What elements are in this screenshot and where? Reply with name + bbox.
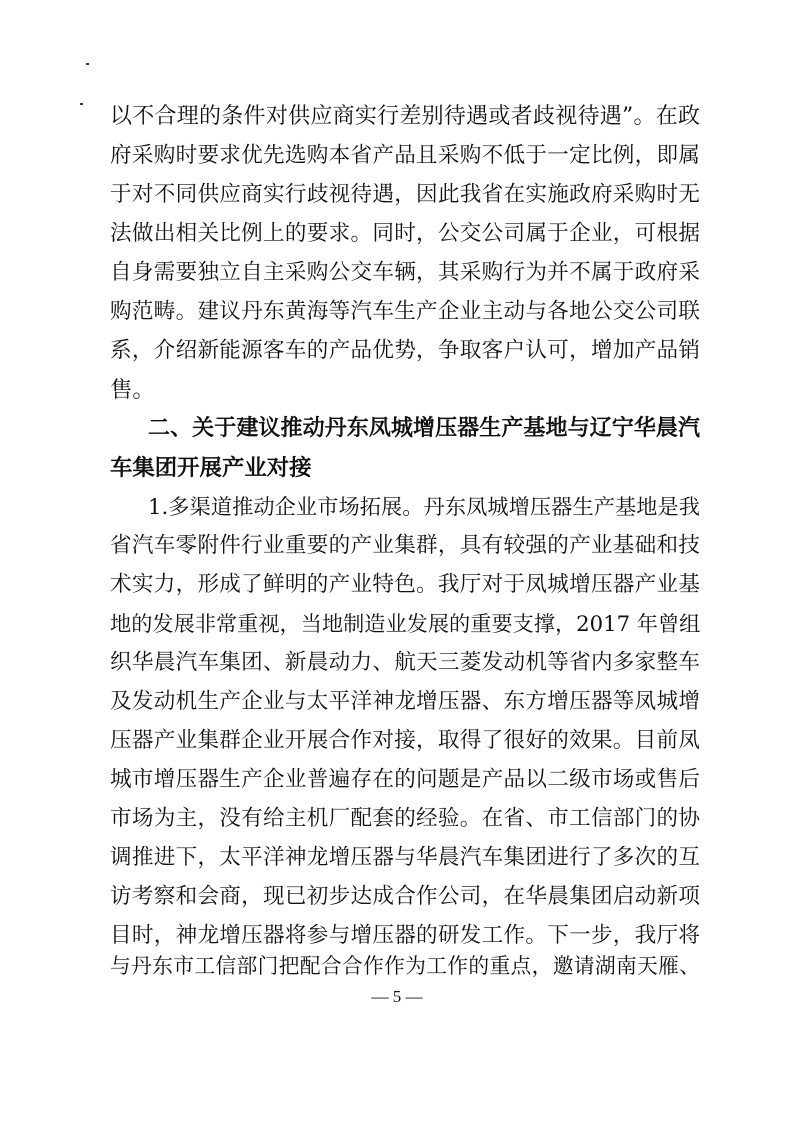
section-heading: 车集团开展产业对接 [110,455,312,481]
body-line: 术实力，形成了鲜明的产业特色。我厅对于凤城增压器产业基 [110,572,700,597]
page-number: — 5 — [371,987,423,1006]
body-line: 于对不同供应商实行歧视待遇，因此我省在实施政府采购时无 [110,182,700,207]
body-line: 售。 [110,377,155,403]
body-line: 省汽车零附件行业重要的产业集群，具有较强的产业基础和技 [110,533,700,558]
body-line: 访考察和会商，现已初步达成合作公司，在华晨集团启动新项 [110,884,700,909]
body-line: 以不合理的条件对供应商实行差别待遇或者歧视待遇”。在政 [110,104,700,129]
body-line: 目时，神龙增压器将参与增压器的研发工作。下一步，我厅将 [110,923,700,948]
body-line: 法做出相关比例上的要求。同时，公交公司属于企业，可根据 [110,221,700,246]
body-line: 府采购时要求优先选购本省产品且采购不低于一定比例，即属 [110,143,700,168]
body-line: 系，介绍新能源客车的产品优势，争取客户认可，增加产品销 [110,338,700,363]
body-line: 购范畴。建议丹东黄海等汽车生产企业主动与各地公交公司联 [110,299,700,324]
body-line: 城市增压器生产企业普遍存在的问题是产品以二级市场或售后 [110,767,700,792]
body-line: 地的发展非常重视，当地制造业发展的重要支撑，2017 年曾组 [110,611,701,636]
body-line: 及发动机生产企业与太平洋神龙增压器、东方增压器等凤城增 [110,689,700,714]
body-line: 与丹东市工信部门把配合合作作为工作的重点，邀请湖南天雁、 [110,954,700,978]
body-line: 市场为主，没有给主机厂配套的经验。在省、市工信部门的协 [110,806,700,831]
body-line: 调推进下，太平洋神龙增压器与华晨汽车集团进行了多次的互 [110,845,700,870]
body-line: 织华晨汽车集团、新晨动力、航天三菱发动机等省内多家整车 [110,650,700,675]
body-line: 压器产业集群企业开展合作对接，取得了很好的效果。目前凤 [110,728,700,753]
body-line: 自身需要独立自主采购公交车辆，其采购行为并不属于政府采 [110,260,700,285]
scan-speck [80,103,83,105]
scan-speck [86,63,89,65]
section-heading: 二、关于建议推动丹东凤城增压器生产基地与辽宁华晨汽 [148,416,700,441]
body-line: 1.多渠道推动企业市场拓展。丹东凤城增压器生产基地是我 [148,494,700,519]
